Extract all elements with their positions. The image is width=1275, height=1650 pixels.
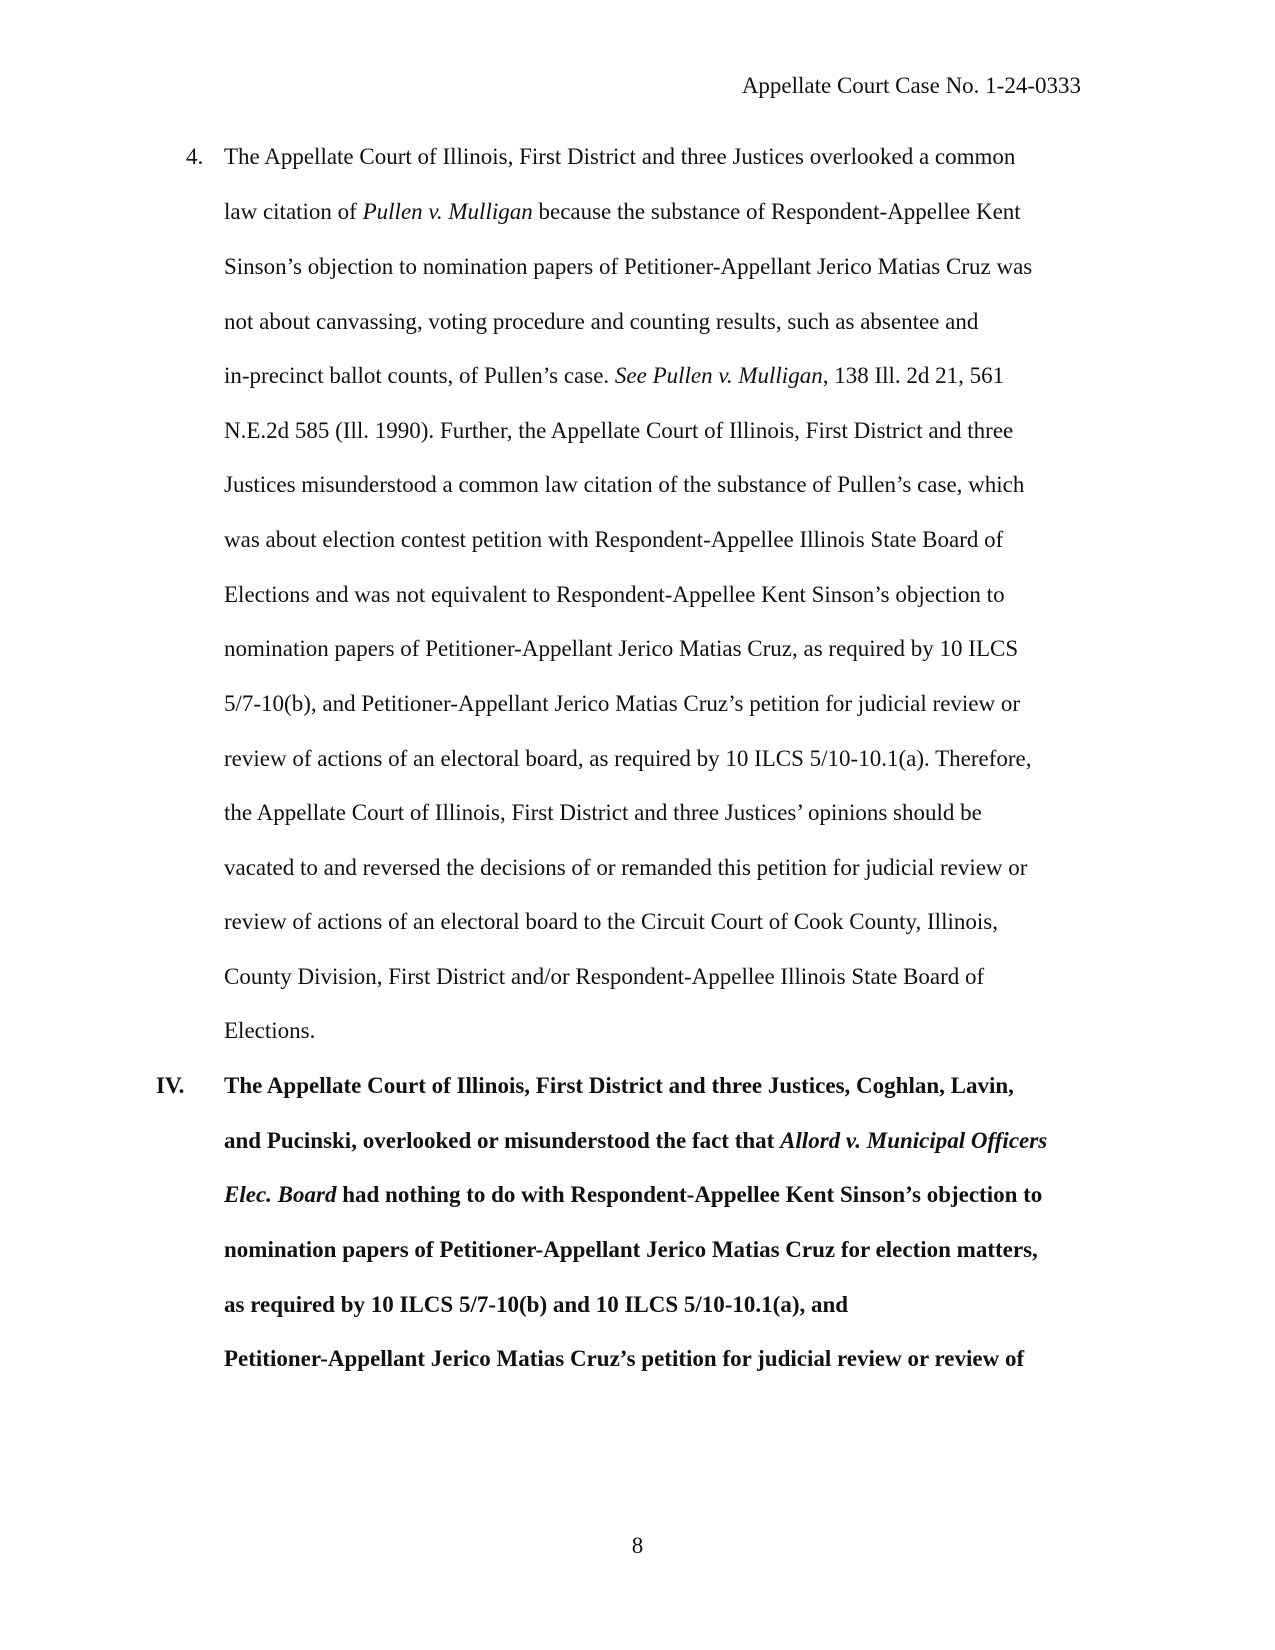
text-line: was about election contest petition with Respondent-Appellee Illinois State Board of bbox=[224, 527, 1004, 552]
text-span: because the substance of Respondent-Appellee Kent bbox=[532, 199, 1021, 224]
text-line: 5/7-10(b), and Petitioner-Appellant Jerico Matias Cruz’s petition for judicial review or bbox=[224, 691, 1021, 716]
section-numeral: IV. bbox=[156, 1073, 185, 1098]
heading-line: nomination papers of Petitioner-Appellant Jerico Matias Cruz for election matters, bbox=[224, 1237, 1038, 1262]
case-number-header: Appellate Court Case No. 1-24-0333 bbox=[741, 73, 1081, 98]
page-number: 8 bbox=[631, 1533, 644, 1558]
case-citation: See Pullen v. Mulligan bbox=[614, 363, 823, 388]
text-span: in-precinct ballot counts, of Pullen’s case. bbox=[224, 363, 615, 388]
case-citation: Elec. Board bbox=[224, 1182, 337, 1207]
text-line: N.E.2d 585 (Ill. 1990). Further, the Appellate Court of Illinois, First District and three bbox=[224, 418, 1014, 443]
text-line: Justices misunderstood a common law citation of the substance of Pullen’s case, which bbox=[224, 472, 1025, 497]
text-line: review of actions of an electoral board to the Circuit Court of Cook County, Illinois, bbox=[224, 909, 998, 934]
text-line: the Appellate Court of Illinois, First District and three Justices’ opinions should be bbox=[224, 800, 982, 825]
heading-line: Petitioner-Appellant Jerico Matias Cruz’s petition for judicial review or review of bbox=[224, 1346, 1025, 1371]
heading-line: as required by 10 ILCS 5/7-10(b) and 10 ILCS 5/10-10.1(a), and bbox=[224, 1292, 849, 1317]
paragraph-number: 4. bbox=[186, 144, 204, 169]
text-line: Elections and was not equivalent to Respondent-Appellee Kent Sinson’s objection to bbox=[224, 582, 1005, 607]
text-line: nomination papers of Petitioner-Appellant Jerico Matias Cruz, as required by 10 ILCS bbox=[224, 636, 1019, 661]
text-line bbox=[224, 198, 1021, 226]
text-line: County Division, First District and/or Respondent-Appellee Illinois State Board of bbox=[224, 964, 985, 989]
heading-line bbox=[224, 1181, 1042, 1209]
heading-line: The Appellate Court of Illinois, First District and three Justices, Coghlan, Lavin, bbox=[224, 1073, 1014, 1098]
text-line: Sinson’s objection to nomination papers of Petitioner-Appellant Jerico Matias Cruz was bbox=[224, 254, 1033, 279]
text-line: review of actions of an electoral board, as required by 10 ILCS 5/10-10.1(a). Therefore, bbox=[224, 746, 1032, 771]
text-line: The Appellate Court of Illinois, First District and three Justices overlooked a common bbox=[224, 144, 1016, 169]
text-span: law citation of bbox=[224, 199, 363, 224]
text-span: , 138 Ill. 2d 21, 561 bbox=[822, 363, 1005, 388]
text-line: vacated to and reversed the decisions of or remanded this petition for judicial review or bbox=[224, 855, 1028, 880]
text-line: Elections. bbox=[224, 1018, 316, 1043]
case-citation: Pullen v. Mulligan bbox=[362, 199, 533, 224]
text-line: not about canvassing, voting procedure and counting results, such as absentee and bbox=[224, 309, 979, 334]
heading-line bbox=[224, 1127, 1047, 1155]
text-line bbox=[224, 362, 1004, 390]
text-span: had nothing to do with Respondent-Appellee Kent Sinson’s objection to bbox=[336, 1182, 1043, 1207]
case-citation: Allord v. Municipal Officers bbox=[780, 1128, 1048, 1153]
text-span: and Pucinski, overlooked or misunderstood the fact that bbox=[224, 1128, 781, 1153]
